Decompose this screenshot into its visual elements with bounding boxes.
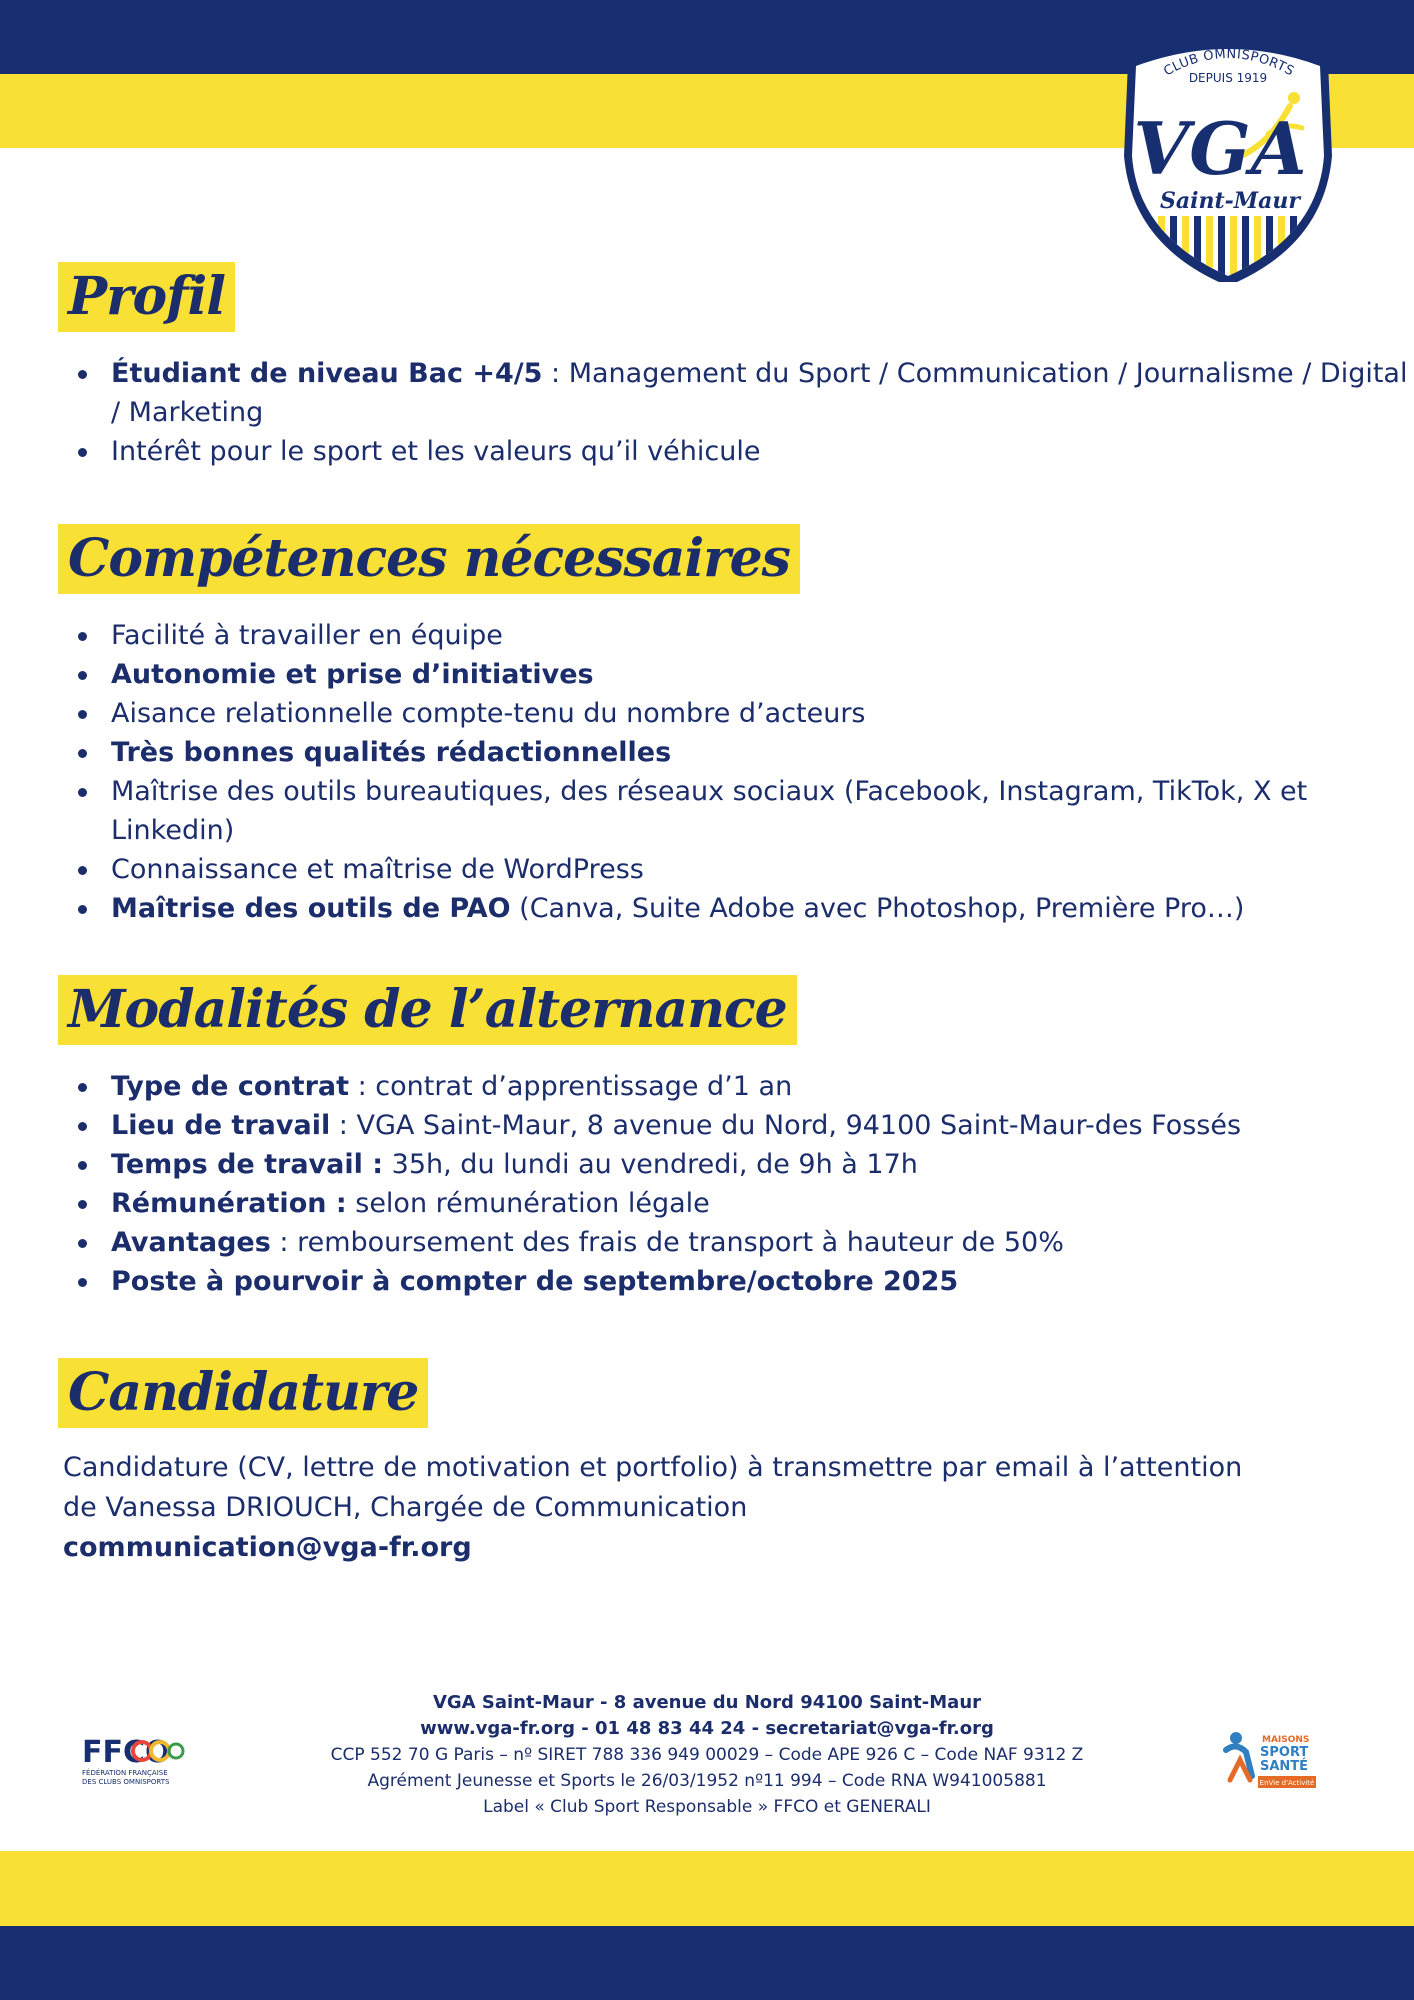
footer-contacts: www.vga-fr.org - 01 48 83 44 24 - secretariat@vga-fr.org [420, 1718, 994, 1739]
section-modalites [58, 975, 1358, 1301]
footer-navy-band [0, 1926, 1414, 2000]
list-item: Type de contrat : contrat d’apprentissage d’1 an [58, 1067, 1411, 1106]
svg-text:DEPUIS 1919: DEPUIS 1919 [1188, 71, 1268, 85]
svg-text:CLUB OMNISPORTS: CLUB OMNISPORTS [1161, 46, 1297, 80]
svg-text:FÉDÉRATION FRANÇAISE: FÉDÉRATION FRANÇAISE [82, 1769, 168, 1777]
footer-info [0, 1690, 1414, 1820]
profil-heading: Profil [58, 262, 235, 332]
profil-list [58, 354, 1408, 471]
list-item: Étudiant de niveau Bac +4/5 : Management du Sport / Communication / Journalisme / Digital / Marketing [58, 354, 1411, 432]
section-candidature [58, 1358, 1358, 1568]
list-item: Avantages : remboursement des frais de transport à hauteur de 50% [58, 1223, 1411, 1262]
section-profil [58, 262, 1408, 471]
maisons-sport-sante-logo [1222, 1726, 1318, 1792]
list-item: Intérêt pour le sport et les valeurs qu’il véhicule [58, 432, 1411, 471]
modalites-list [58, 1067, 1358, 1301]
list-item: Lieu de travail : VGA Saint-Maur, 8 avenue du Nord, 94100 Saint-Maur-des Fossés [58, 1106, 1411, 1145]
footer-label: Label « Club Sport Responsable » FFCO et GENERALI [483, 1797, 931, 1817]
svg-text:DES CLUBS OMNISPORTS: DES CLUBS OMNISPORTS [82, 1778, 170, 1786]
footer-legal: CCP 552 70 G Paris – nº SIRET 788 336 949 00029 – Code APE 926 C – Code NAF 9312 Z [330, 1745, 1084, 1765]
footer-address: VGA Saint-Maur - 8 avenue du Nord 94100 Saint-Maur [432, 1692, 982, 1713]
list-item: Aisance relationnelle compte-tenu du nombre d’acteurs [58, 694, 1411, 733]
footer-yellow-band [0, 1851, 1414, 1926]
list-item: Maîtrise des outils bureautiques, des réseaux sociaux (Facebook, Instagram, TikTok, X et Linkedin) [58, 772, 1411, 850]
list-item: Maîtrise des outils de PAO (Canva, Suite Adobe avec Photoshop, Première Pro…) [58, 889, 1411, 928]
svg-text:EnVie d'Activité: EnVie d'Activité [1259, 1779, 1315, 1787]
list-item: Temps de travail : 35h, du lundi au vendredi, de 9h à 17h [58, 1145, 1411, 1184]
list-item: Connaissance et maîtrise de WordPress [58, 850, 1411, 889]
footer-agrement: Agrément Jeunesse et Sports le 26/03/1952 nº11 994 – Code RNA W941005881 [367, 1771, 1047, 1791]
list-item: Rémunération : selon rémunération légale [58, 1184, 1411, 1223]
candidature-line: Candidature (CV, lettre de motivation et portfolio) à transmettre par email à l’attention [63, 1452, 1243, 1483]
candidature-line: de Vanessa DRIOUCH, Chargée de Communication [63, 1492, 748, 1523]
svg-text:FFCO: FFCO [82, 1735, 171, 1770]
svg-text:SPORT: SPORT [1260, 1745, 1309, 1760]
vga-saint-maur-logo [1118, 36, 1338, 282]
svg-text:Saint-Maur: Saint-Maur [1160, 188, 1300, 214]
contact-email-link[interactable]: communication@vga-fr.org [63, 1532, 472, 1563]
candidature-heading: Candidature [58, 1358, 428, 1428]
competences-heading: Compétences nécessaires [58, 524, 800, 594]
svg-text:VGA: VGA [1133, 106, 1307, 191]
list-item: Facilité à travailler en équipe [58, 616, 1411, 655]
modalites-heading: Modalités de l’alternance [58, 975, 797, 1045]
list-item: Autonomie et prise d’initiatives [58, 655, 1411, 694]
section-competences [58, 524, 1358, 928]
svg-text:MAISONS: MAISONS [1262, 1735, 1310, 1745]
list-item: Très bonnes qualités rédactionnelles [58, 733, 1411, 772]
svg-text:SANTÉ: SANTÉ [1260, 1759, 1309, 1774]
competences-list [58, 616, 1358, 928]
list-item: Poste à pourvoir à compter de septembre/octobre 2025 [58, 1262, 1411, 1301]
candidature-text [58, 1448, 1353, 1568]
